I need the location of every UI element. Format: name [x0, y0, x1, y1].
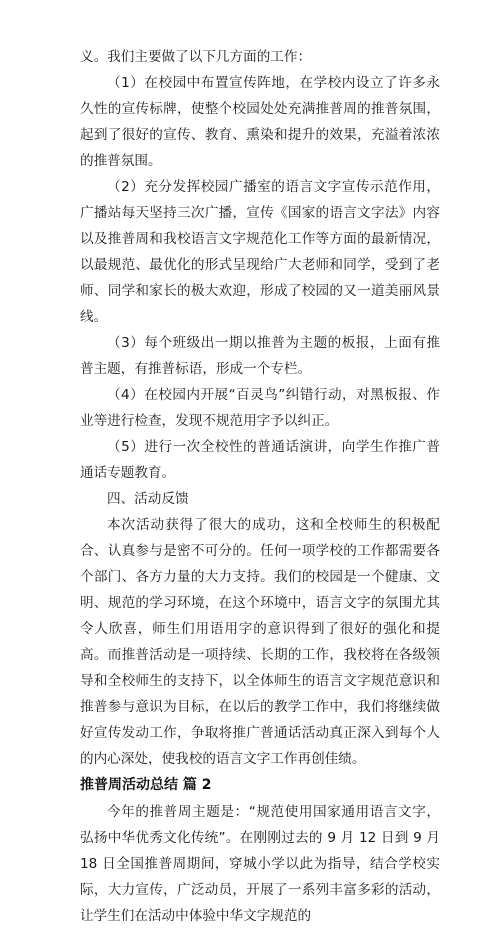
- paragraph-feedback: 本次活动获得了很大的成功，这和全校师生的积极配合、认真参与是密不可分的。任何一项学校的工作都需要各个部门、各方力量的大力支持。我们的校园是一个健康、文明、规范的学习环境，在这个环境中，语言文字的氛围尤其令人欣喜，师生们用语用字的意识得到了很好的强化和提高。而推普活动是一项持续、长期的工作，我校将在各级领导和全校师生的支持下，以全体师生的语言文字规范意识和推普参与意识为目标，在以后的教学工作中，我们将继续做好宣传发动工作，争取将推广普通话活动真正深入到每个人的内心深处，使我校的语言文字工作再创佳绩。: [80, 517, 440, 767]
- paragraph-item-4: （4）在校园内开展“百灵鸟”纠错行动，对黑板报、作业等进行检查，发现不规范用字予以纠正。: [80, 387, 440, 429]
- paragraph-item-2: （2）充分发挥校园广播室的语言文字宣传示范作用，广播站每天坚持三次广播，宣传《国家的语言文字法》内容以及推普周和我校语言文字规范化工作等方面的最新情况，以最规范、最优化的形式呈现给广大老师和同学，受到了老师、同学和家长的极大欢迎，形成了校园的又一道美丽风景线。: [80, 179, 440, 325]
- section-heading-feedback: 四、活动反馈: [107, 491, 189, 507]
- paragraph-item-1: （1）在校园中布置宣传阵地，在学校内设立了许多永久性的宣传标牌，使整个校园处处充满推普周的推普氛围，起到了很好的宣传、教育、熏染和提升的效果，充溢着浓浓的推普氛围。: [80, 75, 440, 169]
- article-title: 推普周活动总结 篇 2: [80, 777, 212, 793]
- paragraph-intro: 义。我们主要做了以下几方面的工作：: [80, 49, 312, 65]
- paragraph-item-5: （5）进行一次全校性的普通话演讲，向学生作推广普通话专题教育。: [80, 439, 440, 481]
- paragraph-item-3: （3）每个班级出一期以推普为主题的板报，上面有推普主题，有推普标语，形成一个专栏。: [80, 335, 440, 377]
- paragraph-article-intro: 今年的推普周主题是：“规范使用国家通用语言文字，弘扬中华优秀文化传统”。在刚刚过去的 9 月 12 日到 9 月 18 日全国推普周期间，穿城小学以此为指导，结合学校实际，大力宣传，广泛动员，开展了一系列丰富多彩的活动，让学生们在活动中体验中华文字规范的: [80, 804, 445, 924]
